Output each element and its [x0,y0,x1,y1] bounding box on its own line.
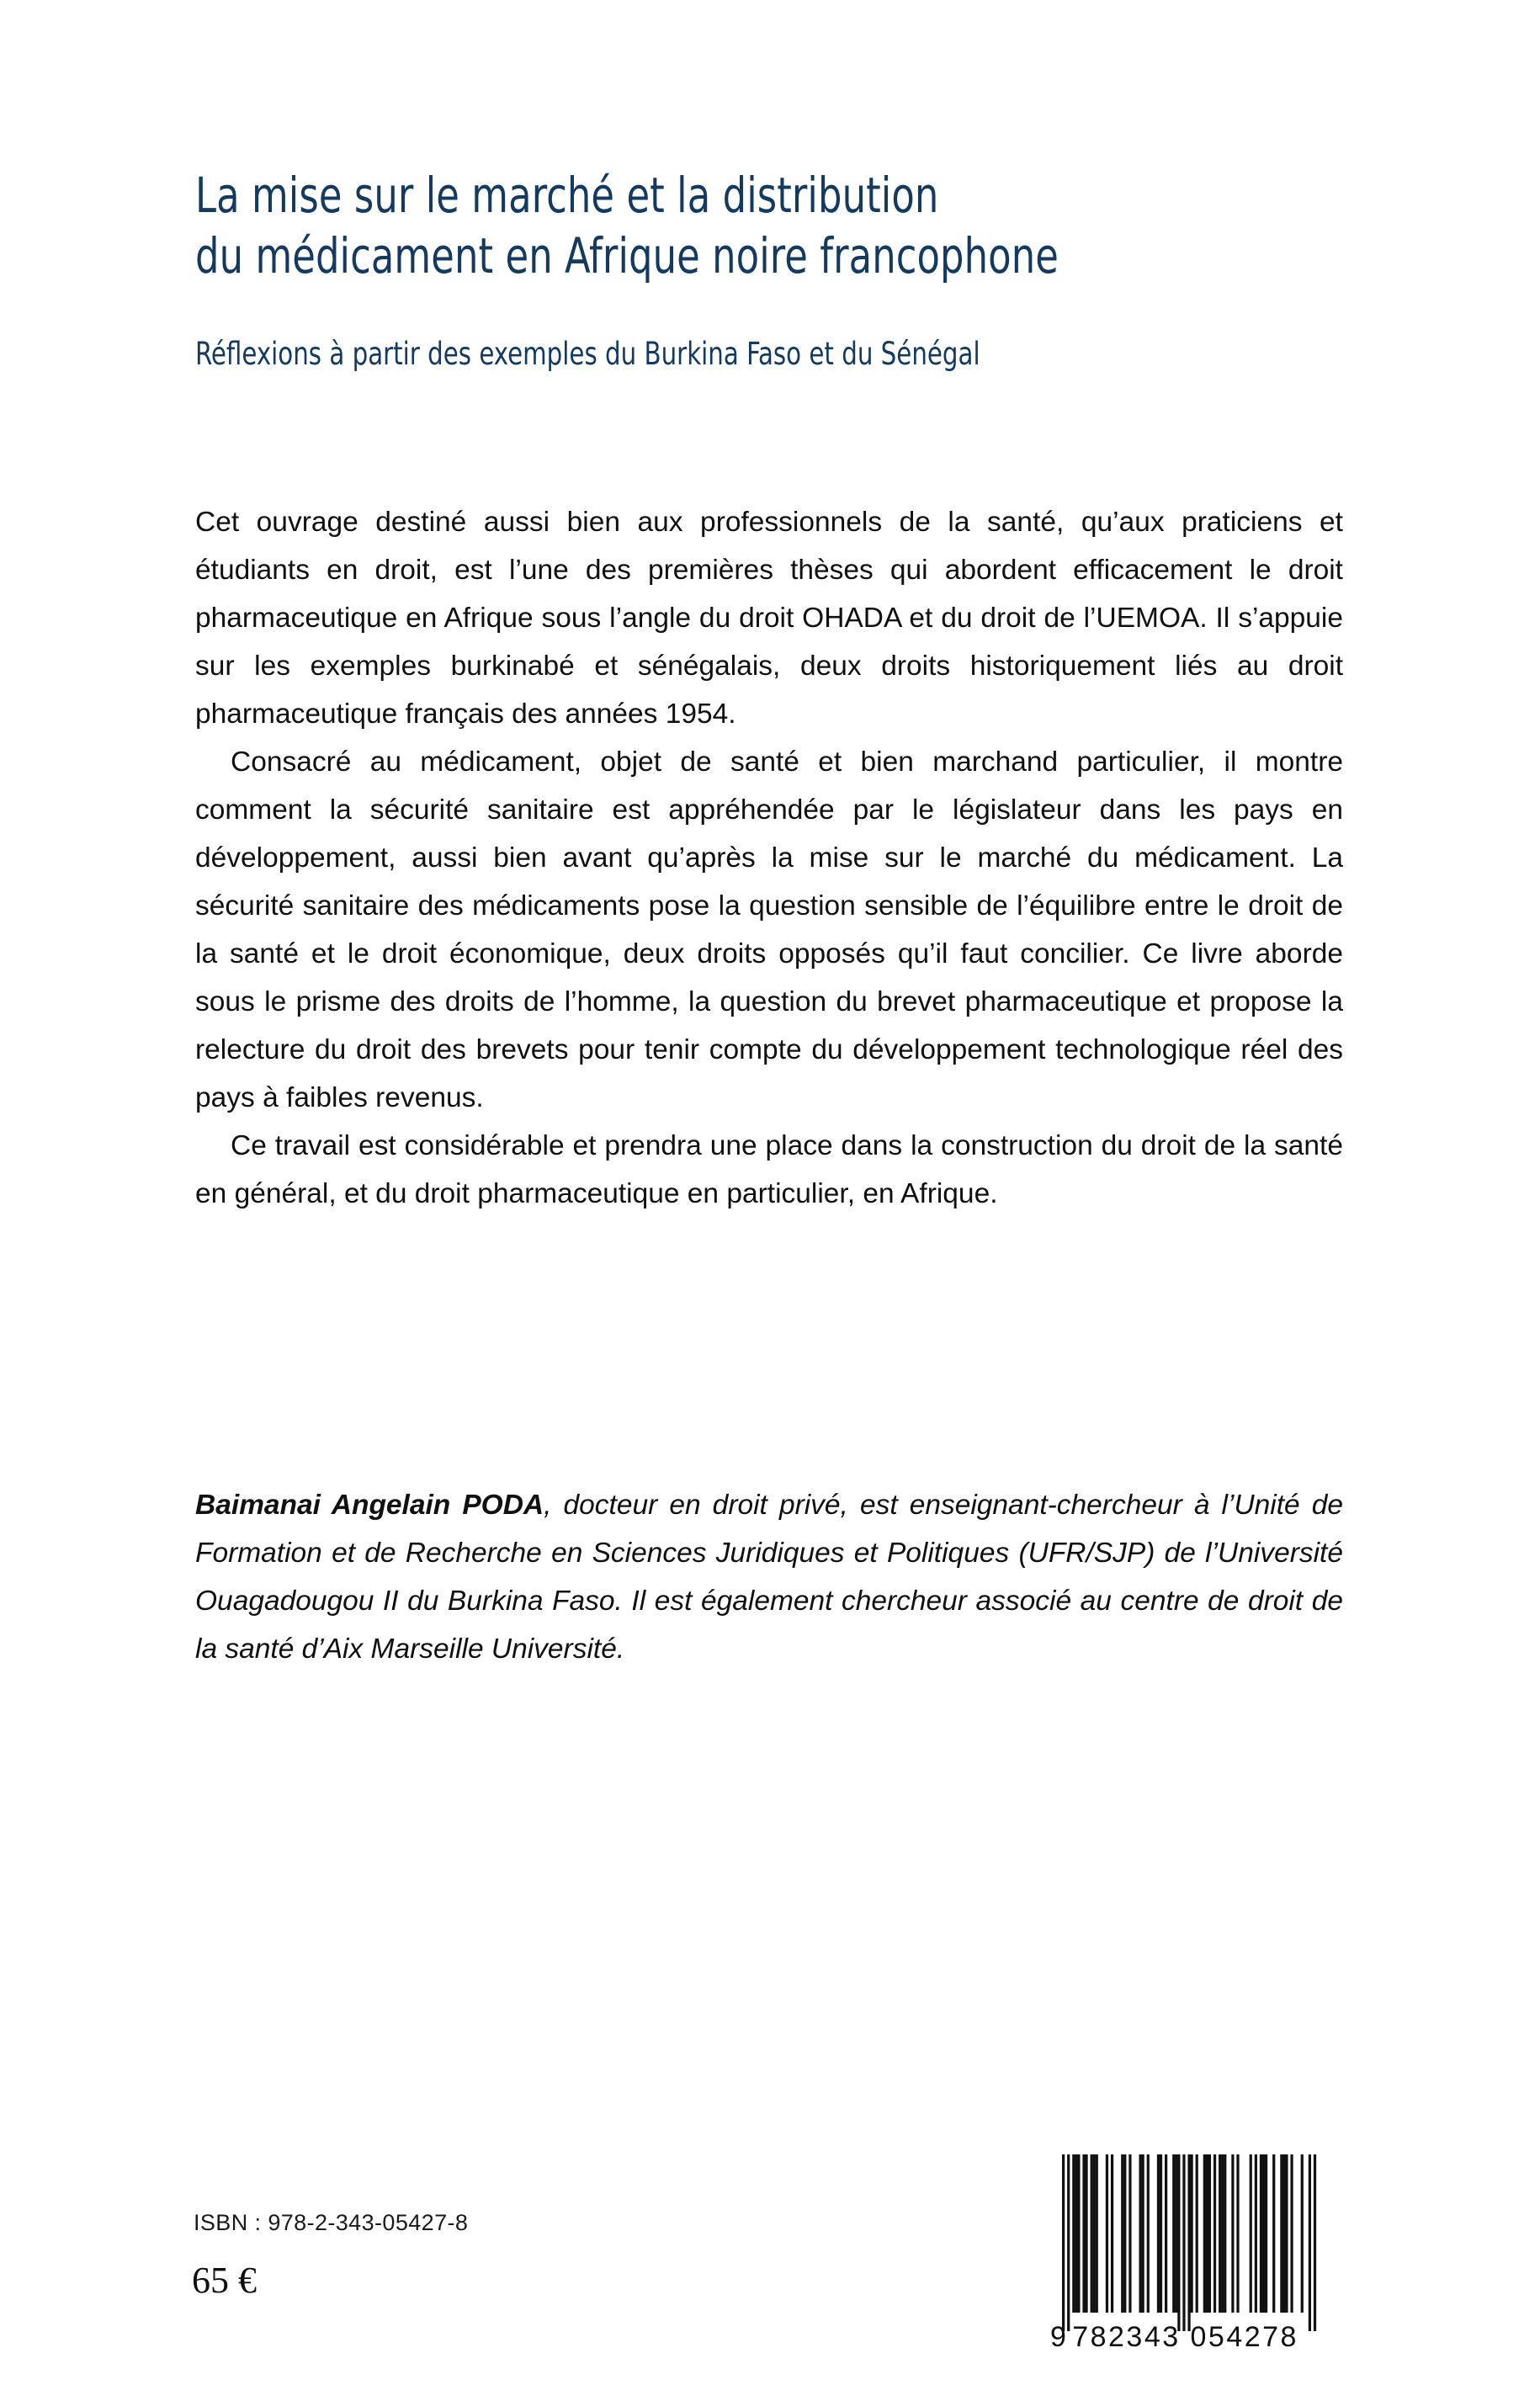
blurb-paragraph-1: Cet ouvrage destiné aussi bien aux professionnels de la santé, qu’aux praticiens et étudiants en droit, est l’une des premières thèses qui abordent efficacement le droit pharmaceutique en Afrique sous l’angle du droit OHADA et du droit de l’UEMOA. Il s’appuie sur les exemples burkinabé et sénégalais, deux droits historiquement liés au droit pharmaceutique français des années 1954. [195,507,1343,730]
author-name: Baimanai Angelain PODA [195,1490,544,1521]
author-bio-text: , docteur en droit privé, est enseignant-chercheur à l’Unité de Formation et de Recherche en Sciences Juridiques et Politiques (UFR/SJP) de l’Université Ouagadougou II du Burkina Faso. Il est également chercheur associé au centre de droit de la santé d’Aix Marseille Université. [195,1490,1343,1665]
price-text: 65 € [192,2260,257,2301]
svg-text:9: 9 [1050,2321,1069,2351]
page-subtitle: Réflexions à partir des exemples du Burkina Faso et du Sénégal [195,336,980,372]
blurb-paragraph-2: Consacré au médicament, objet de santé et bien marchand particulier, il montre comment la sécurité sanitaire est appréhendée par le législateur dans les pays en développement, aussi bien avant qu’après la mise sur le marché du médicament. La sécurité sanitaire des médicaments pose la question sensible de l’équilibre entre le droit de la santé et le droit économique, deux droits opposés qu’il faut concilier. Ce livre aborde sous le prisme des droits de l’homme, la question du brevet pharmaceutique et propose la relecture du droit des brevets pour tenir compte du développement technologique réel des pays à faibles revenus. [195,746,1343,1113]
title-block [195,165,1348,374]
author-bio [195,1481,1343,1673]
title-line-1: La mise sur le marché et la distribution [195,167,939,224]
blurb-text [195,498,1343,1218]
barcode [1050,2151,1387,2351]
page-title [195,165,1187,286]
blurb-paragraph-3: Ce travail est considérable et prendra une place dans la construction du droit de la santé en général, et du droit pharmaceutique en particulier, en Afrique. [195,1130,1343,1209]
isbn-text: ISBN : 978-2-343-05427-8 [194,2210,469,2235]
title-line-2: du médicament en Afrique noire francophone [195,227,1059,284]
svg-text:054278: 054278 [1190,2321,1298,2351]
svg-text:782343: 782343 [1072,2321,1181,2351]
barcode-ean13-svg [1050,2151,1387,2351]
author-bio-paragraph [195,1481,1343,1673]
